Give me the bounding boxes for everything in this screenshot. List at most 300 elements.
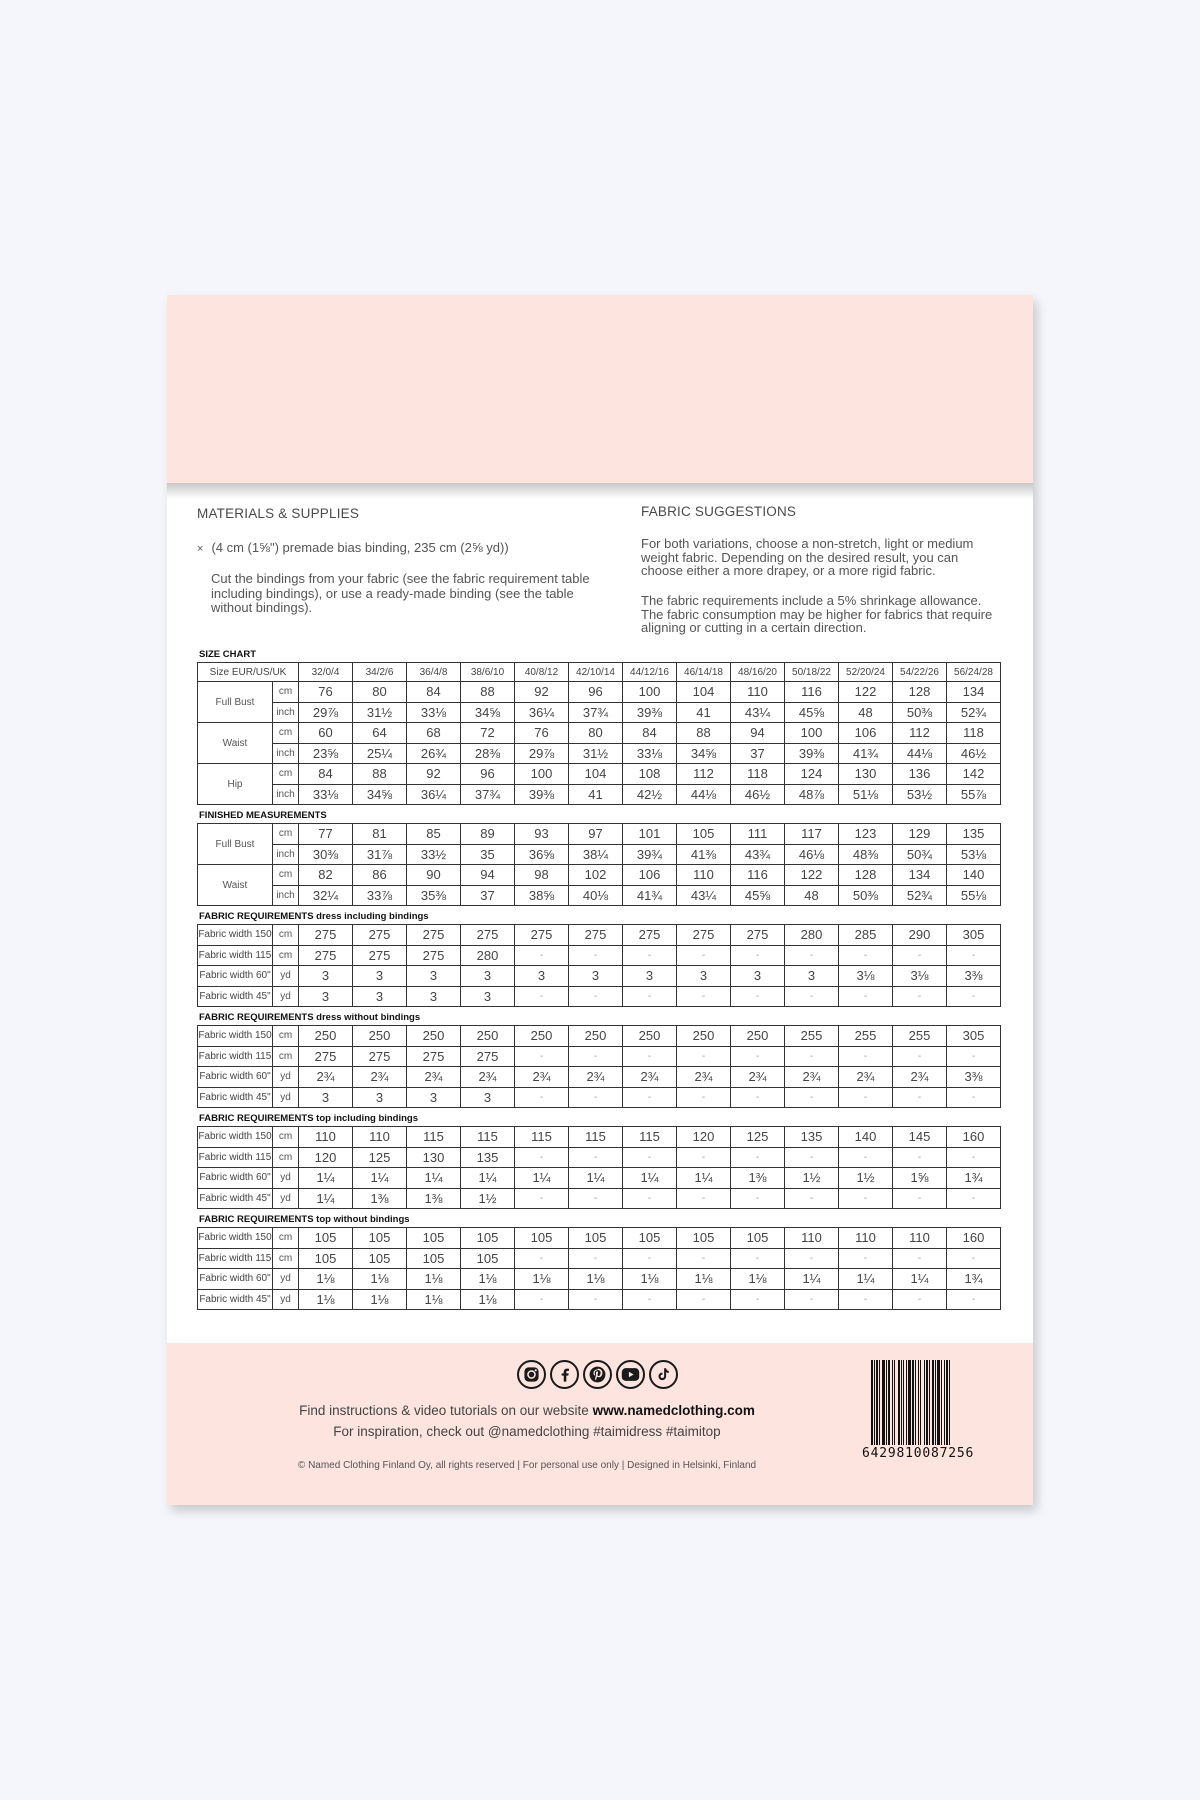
fabric-suggestions-p2: The fabric requirements include a 5% shrinkage allowance. The fabric consumption may be higher for fabrics that require aligning or cutting in a certain direction. [641,593,993,635]
value-cell: - [839,1289,893,1310]
value-cell: - [839,1188,893,1209]
value-cell: - [569,986,623,1007]
value-cell: 3⅜ [947,966,1001,987]
value-cell: 1¼ [569,1168,623,1189]
value-cell: 76 [299,682,353,703]
value-cell: 84 [407,682,461,703]
value-cell: 135 [461,1147,515,1168]
value-cell: 115 [623,1127,677,1148]
value-cell: - [839,986,893,1007]
value-cell: 2¾ [407,1067,461,1088]
value-cell: 39⅜ [515,784,569,805]
value-cell: 130 [407,1147,461,1168]
value-cell: 2¾ [461,1067,515,1088]
value-cell: 60 [299,723,353,744]
value-cell: - [515,1147,569,1168]
value-cell: - [947,1248,1001,1269]
value-cell: 37 [461,885,515,906]
facebook-icon[interactable] [550,1360,579,1389]
value-cell: 89 [461,824,515,845]
value-cell: 3 [569,966,623,987]
value-cell: 3 [407,986,461,1007]
size-header-cell: 40/8/12 [515,663,569,682]
value-cell: - [569,1046,623,1067]
value-cell: 68 [407,723,461,744]
value-cell: 255 [785,1026,839,1047]
value-cell: - [677,1289,731,1310]
unit-cell: inch [273,885,299,906]
finished-measurements-table [197,823,1001,906]
value-cell: - [947,986,1001,1007]
value-cell: 1⅛ [461,1289,515,1310]
size-header-cell: 44/12/16 [623,663,677,682]
value-cell: 29⅞ [515,743,569,764]
value-cell: 2¾ [515,1067,569,1088]
value-cell: 3 [407,1087,461,1108]
value-cell: 1¼ [461,1168,515,1189]
table-row [198,723,1001,744]
unit-cell: inch [273,844,299,865]
fabric-width-label: Fabric width 150 [198,1127,273,1148]
value-cell: 128 [839,865,893,886]
value-cell: 134 [893,865,947,886]
value-cell: 3 [461,986,515,1007]
value-cell: 3 [677,966,731,987]
size-header-cell: 38/6/10 [461,663,515,682]
size-header-cell: 36/4/8 [407,663,461,682]
value-cell: - [515,1188,569,1209]
fabric-width-label: Fabric width 150 [198,1026,273,1047]
value-cell: 96 [569,682,623,703]
value-cell: 250 [677,1026,731,1047]
value-cell: 1⅛ [569,1269,623,1290]
value-cell: 33⅞ [353,885,407,906]
value-cell: 1¾ [947,1168,1001,1189]
value-cell: 105 [299,1248,353,1269]
tables-area [197,647,1000,1313]
unit-cell: inch [273,702,299,723]
unit-cell: cm [273,1127,299,1148]
fabric-table-heading: FABRIC REQUIREMENTS dress without bindings [199,1012,421,1023]
fabric-width-label: Fabric width 45" [198,1289,273,1310]
bullet-marker: × [197,543,204,555]
size-header-cell: 56/24/28 [947,663,1001,682]
value-cell: 275 [353,945,407,966]
value-cell: 1⅛ [515,1269,569,1290]
value-cell: 120 [299,1147,353,1168]
value-cell: 105 [407,1248,461,1269]
fabric-requirements-table [197,1227,1001,1310]
value-cell: 2¾ [839,1067,893,1088]
value-cell: 134 [947,682,1001,703]
inspiration-line: For inspiration, check out @namedclothing #taimidress #taimitop [333,1424,721,1439]
materials-title: MATERIALS & SUPPLIES [197,506,360,521]
value-cell: 140 [839,1127,893,1148]
value-cell: - [731,1188,785,1209]
value-cell: - [893,945,947,966]
value-cell: 85 [407,824,461,845]
value-cell: 275 [731,925,785,946]
value-cell: 46½ [947,743,1001,764]
value-cell: 82 [299,865,353,886]
measurement-label: Full Bust [198,682,273,723]
value-cell: 102 [569,865,623,886]
value-cell: 3 [731,966,785,987]
value-cell: 1¼ [677,1168,731,1189]
value-cell: 118 [947,723,1001,744]
value-cell: 105 [623,1228,677,1249]
unit-cell: cm [273,764,299,785]
value-cell: 275 [299,945,353,966]
fabric-requirements-table [197,1025,1001,1108]
value-cell: - [569,1147,623,1168]
value-cell: 100 [785,723,839,744]
value-cell: 105 [299,1228,353,1249]
value-cell: - [785,986,839,1007]
value-cell: 1½ [785,1168,839,1189]
value-cell: - [623,1188,677,1209]
value-cell: 125 [731,1127,785,1148]
unit-cell: yd [273,1168,299,1189]
value-cell: 105 [515,1228,569,1249]
value-cell: 112 [677,764,731,785]
value-cell: 1⅜ [407,1188,461,1209]
value-cell: 110 [353,1127,407,1148]
unit-cell: yd [273,1188,299,1209]
table-row [198,1269,1001,1290]
value-cell: 140 [947,865,1001,886]
value-cell: 3 [299,986,353,1007]
value-cell: - [515,945,569,966]
value-cell: 1⅛ [623,1269,677,1290]
value-cell: 128 [893,682,947,703]
table-row [198,1147,1001,1168]
value-cell: 142 [947,764,1001,785]
value-cell: 106 [839,723,893,744]
barcode-number: 6429810087256 [862,1446,975,1461]
fabric-width-label: Fabric width 60" [198,1269,273,1290]
value-cell: - [569,1289,623,1310]
barcode-bars [871,1360,1001,1445]
value-cell: 118 [731,764,785,785]
value-cell: 3 [785,966,839,987]
value-cell: 37¾ [569,702,623,723]
value-cell: 104 [677,682,731,703]
value-cell: 41⅜ [677,844,731,865]
tiktok-icon[interactable] [649,1360,678,1389]
value-cell: 250 [407,1026,461,1047]
unit-cell: inch [273,784,299,805]
value-cell: 3⅜ [947,1067,1001,1088]
value-cell: 35 [461,844,515,865]
table-row [198,1168,1001,1189]
value-cell: - [947,1087,1001,1108]
value-cell: 2¾ [731,1067,785,1088]
value-cell: 1⅛ [353,1269,407,1290]
measurement-label: Hip [198,764,273,805]
value-cell: 31½ [569,743,623,764]
value-cell: 52¾ [947,702,1001,723]
value-cell: 31⅞ [353,844,407,865]
value-cell: 39⅜ [785,743,839,764]
unit-cell: cm [273,925,299,946]
measurement-label: Full Bust [198,824,273,865]
value-cell: - [731,1087,785,1108]
value-cell: - [731,1046,785,1067]
value-cell: 116 [731,865,785,886]
value-cell: - [893,1248,947,1269]
value-cell: - [731,1289,785,1310]
measurement-label: Waist [198,723,273,764]
value-cell: - [623,1248,677,1269]
value-cell: 122 [839,682,893,703]
table-row [198,1046,1001,1067]
value-cell: 2¾ [569,1067,623,1088]
table-row [198,945,1001,966]
table-row [198,966,1001,987]
value-cell: - [893,1087,947,1108]
value-cell: 29⅞ [299,702,353,723]
value-cell: 1¼ [299,1188,353,1209]
value-cell: - [785,945,839,966]
materials-bullet [197,540,509,555]
unit-cell: yd [273,1087,299,1108]
value-cell: 80 [569,723,623,744]
value-cell: 94 [461,865,515,886]
value-cell: 32¼ [299,885,353,906]
value-cell: 135 [947,824,1001,845]
size-header-cell: 42/10/14 [569,663,623,682]
value-cell: 31½ [353,702,407,723]
value-cell: - [839,1147,893,1168]
size-header-cell: 50/18/22 [785,663,839,682]
value-cell: 41¾ [839,743,893,764]
value-cell: 81 [353,824,407,845]
value-cell: - [569,1248,623,1269]
size-header-cell: 46/14/18 [677,663,731,682]
value-cell: 280 [785,925,839,946]
value-cell: 123 [839,824,893,845]
value-cell: 1⅛ [407,1269,461,1290]
fabric-requirements-tables [197,909,1000,1310]
value-cell: 44⅛ [893,743,947,764]
unit-cell: cm [273,1248,299,1269]
pattern-envelope-back [167,295,1033,1505]
value-cell: 3 [623,966,677,987]
value-cell: 110 [299,1127,353,1148]
fabric-width-label: Fabric width 150 [198,1228,273,1249]
fabric-width-label: Fabric width 115 [198,1248,273,1269]
pinterest-icon[interactable] [583,1360,612,1389]
value-cell: 48 [839,702,893,723]
value-cell: 105 [677,1228,731,1249]
unit-cell: cm [273,1046,299,1067]
value-cell: 1¼ [785,1269,839,1290]
fabric-width-label: Fabric width 60" [198,1067,273,1088]
table-row [198,986,1001,1007]
value-cell: 84 [299,764,353,785]
value-cell: 100 [515,764,569,785]
value-cell: 136 [893,764,947,785]
table-row [198,1026,1001,1047]
value-cell: 280 [461,945,515,966]
value-cell: 101 [623,824,677,845]
unit-cell: inch [273,743,299,764]
value-cell: 38¼ [569,844,623,865]
value-cell: - [677,1248,731,1269]
value-cell: 250 [299,1026,353,1047]
value-cell: - [947,1147,1001,1168]
value-cell: 1½ [461,1188,515,1209]
value-cell: 1½ [839,1168,893,1189]
youtube-icon[interactable] [616,1360,645,1389]
value-cell: - [785,1147,839,1168]
value-cell: - [839,1248,893,1269]
fabric-width-label: Fabric width 60" [198,966,273,987]
value-cell: 135 [785,1127,839,1148]
value-cell: 275 [353,925,407,946]
value-cell: - [785,1289,839,1310]
value-cell: 92 [407,764,461,785]
value-cell: 305 [947,925,1001,946]
value-cell: - [785,1046,839,1067]
fabric-requirements-table [197,924,1001,1007]
copyright-text: © Named Clothing Finland Oy, all rights reserved | For personal use only | Designed in Helsinki, Finland [297,1460,757,1471]
value-cell: 105 [731,1228,785,1249]
value-cell: - [731,1248,785,1269]
value-cell: - [677,1087,731,1108]
value-cell: 1⅛ [353,1289,407,1310]
value-cell: 1⅜ [353,1188,407,1209]
barcode [862,1360,1007,1460]
value-cell: 43¼ [731,702,785,723]
table-row [198,764,1001,785]
value-cell: 53⅛ [947,844,1001,865]
value-cell: 1⅛ [299,1269,353,1290]
value-cell: 105 [569,1228,623,1249]
fabric-width-label: Fabric width 45" [198,986,273,1007]
value-cell: 76 [515,723,569,744]
unit-cell: cm [273,682,299,703]
value-cell: 39¾ [623,844,677,865]
measurement-label: Waist [198,865,273,906]
value-cell: 46⅛ [785,844,839,865]
value-cell: - [785,1188,839,1209]
value-cell: 1¾ [947,1269,1001,1290]
fabric-width-label: Fabric width 45" [198,1188,273,1209]
value-cell: 250 [731,1026,785,1047]
table-row [198,925,1001,946]
website-line [167,1403,887,1418]
value-cell: 255 [839,1026,893,1047]
value-cell: 1¼ [839,1269,893,1290]
value-cell: 2¾ [677,1067,731,1088]
value-cell: - [893,986,947,1007]
value-cell: 96 [461,764,515,785]
value-cell: 110 [677,865,731,886]
value-cell: 53½ [893,784,947,805]
value-cell: 50⅜ [839,885,893,906]
value-cell: 97 [569,824,623,845]
unit-cell: cm [273,723,299,744]
value-cell: 51⅛ [839,784,893,805]
value-cell: 52¾ [893,885,947,906]
value-cell: - [623,1147,677,1168]
value-cell: 250 [515,1026,569,1047]
value-cell: 88 [461,682,515,703]
instagram-icon[interactable] [517,1360,546,1389]
materials-bullet-text: (4 cm (1⅝") premade bias binding, 235 cm (2⅝ yd)) [211,540,509,555]
value-cell: 93 [515,824,569,845]
value-cell: - [893,1147,947,1168]
value-cell: 275 [461,1046,515,1067]
value-cell: 36⅝ [515,844,569,865]
value-cell: 55⅛ [947,885,1001,906]
value-cell: - [677,986,731,1007]
value-cell: 64 [353,723,407,744]
value-cell: - [731,945,785,966]
fabric-width-label: Fabric width 45" [198,1087,273,1108]
value-cell: 50⅜ [893,702,947,723]
unit-cell: cm [273,1228,299,1249]
value-cell: 50¾ [893,844,947,865]
value-cell: 33⅛ [623,743,677,764]
footer-band [167,1343,1033,1505]
value-cell: 3 [515,966,569,987]
value-cell: 3 [461,966,515,987]
value-cell: 275 [353,1046,407,1067]
value-cell: - [515,986,569,1007]
unit-cell: cm [273,824,299,845]
value-cell: 1¼ [515,1168,569,1189]
table-row [198,824,1001,845]
value-cell: 41¾ [623,885,677,906]
value-cell: 275 [407,925,461,946]
value-cell: 117 [785,824,839,845]
table-row [198,1188,1001,1209]
size-header-cell: 48/16/20 [731,663,785,682]
value-cell: - [839,945,893,966]
value-cell: 88 [677,723,731,744]
fabric-width-label: Fabric width 60" [198,1168,273,1189]
value-cell: 38⅝ [515,885,569,906]
value-cell: 104 [569,764,623,785]
value-cell: - [515,1248,569,1269]
value-cell: 105 [353,1248,407,1269]
fabric-width-label: Fabric width 150 [198,925,273,946]
size-header-cell: 54/22/26 [893,663,947,682]
value-cell: 48⅞ [785,784,839,805]
unit-cell: cm [273,865,299,886]
value-cell: 110 [893,1228,947,1249]
value-cell: 115 [461,1127,515,1148]
website-line-prefix: Find instructions & video tutorials on our website [299,1403,593,1418]
website-link[interactable]: www.namedclothing.com [592,1403,755,1418]
value-cell: 23⅝ [299,743,353,764]
value-cell: 112 [893,723,947,744]
size-chart-heading: SIZE CHART [199,649,256,660]
value-cell: 250 [461,1026,515,1047]
value-cell: 160 [947,1127,1001,1148]
value-cell: 108 [623,764,677,785]
value-cell: 105 [353,1228,407,1249]
value-cell: 110 [839,1228,893,1249]
unit-cell: yd [273,1067,299,1088]
size-header-cell: 52/20/24 [839,663,893,682]
size-label-header: Size EUR/US/UK [198,663,299,682]
value-cell: - [785,1248,839,1269]
value-cell: 1⅛ [299,1289,353,1310]
